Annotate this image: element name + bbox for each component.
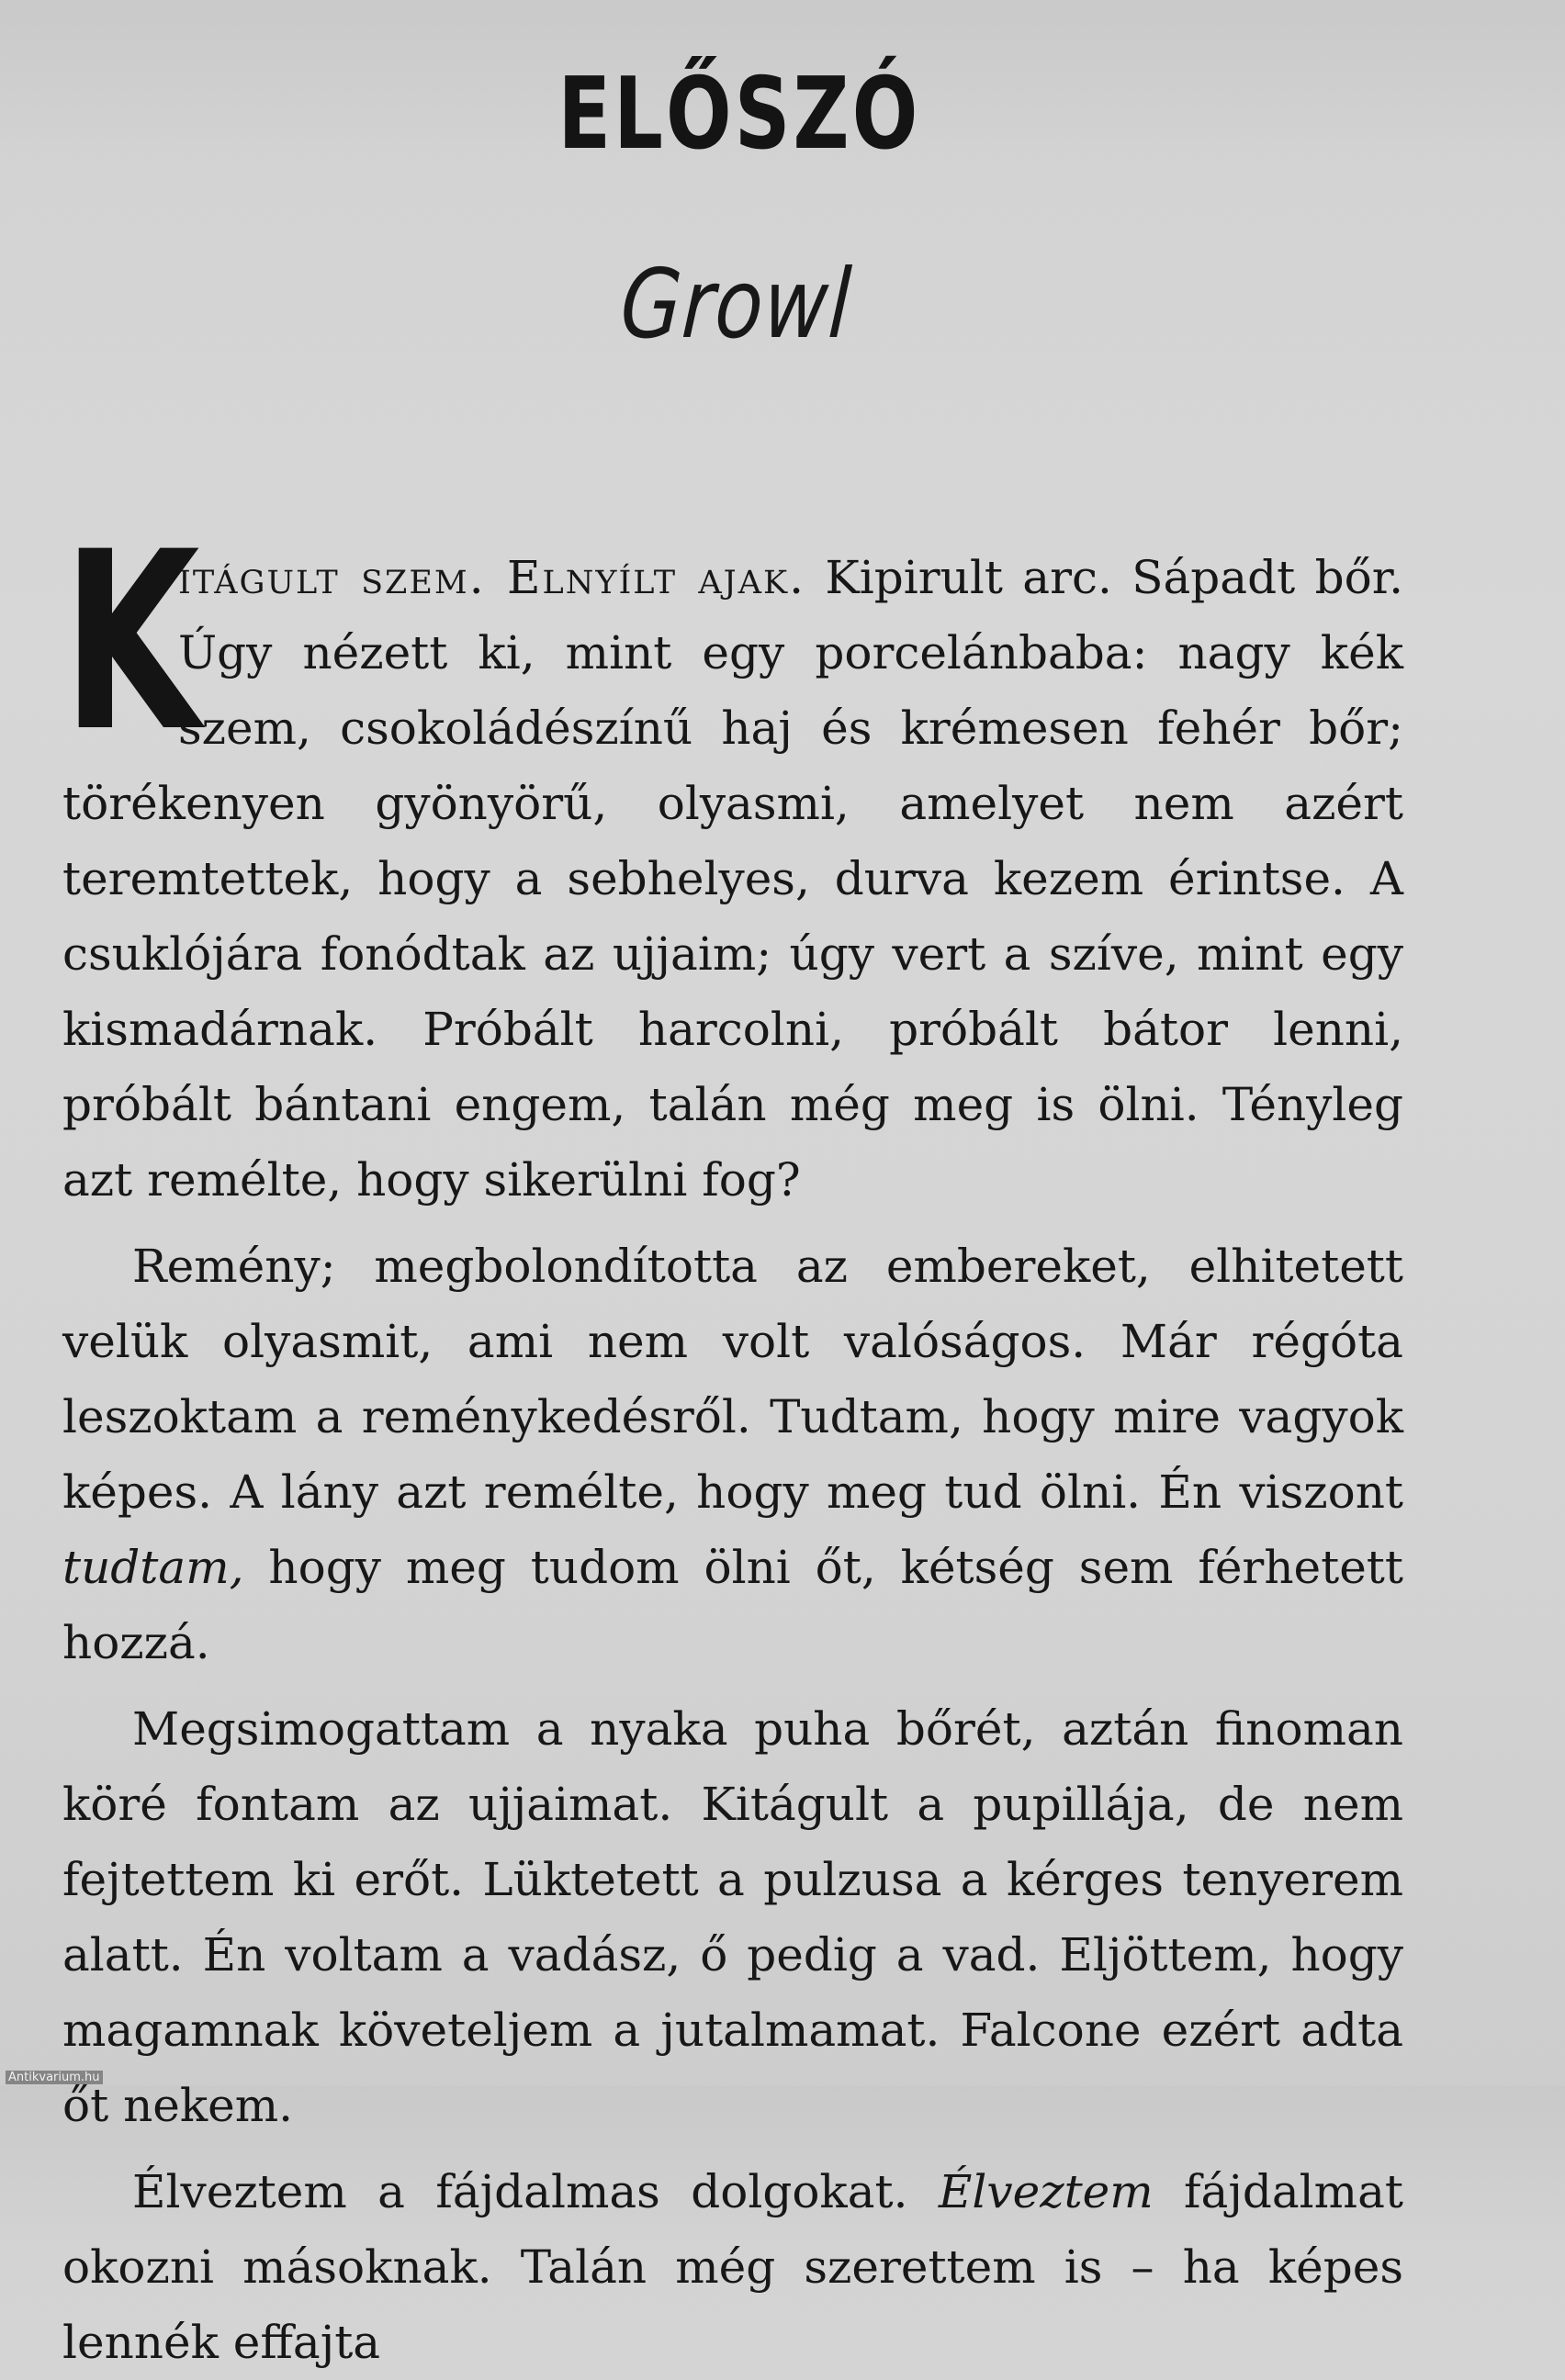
paragraph-4-text-b: fájdalmat okozni másoknak. Talán még szerettem is – ha képes lennék effajta [62,2165,1403,2369]
opening-smallcaps: itágult szem. Elnyílt ajak. [178,551,806,604]
paragraph-2-italic: tudtam, [62,1541,244,1594]
paragraph-2-text-b: hogy meg tudom ölni őt, kétség sem férhetett hozzá. [62,1541,1403,1669]
chapter-title: ELŐSZÓ [557,57,921,172]
paragraph-2 [62,1229,1403,1680]
paragraph-4-text-a: Élveztem a fájdalmas dolgokat. [132,2165,939,2218]
paragraph-3: Megsimogattam a nyaka puha bőrét, aztán finoman köré fontam az ujjaimat. Kitágult a pupillája, de nem fejtettem ki erőt. Lüktetett a pulzusa a kérges tenyerem alatt. Én voltam a vadász, ő pedig a vad. Eljöttem, hogy magamnak követeljem a jutalmamat. Falcone ezért adta őt nekem. [62,1702,1403,2132]
body-text [62,500,1403,2380]
paragraph-2-text-a: Remény; megbolondította az embereket, elhitetett velük olyasmit, ami nem volt valóságos. Már régóta leszoktam a reménykedésről. Tudtam, hogy mire vagyok képes. A lány azt remélte, hogy meg tud ölni. Én viszont [62,1240,1403,1519]
chapter-subtitle: Growl [617,248,855,360]
watermark: Antikvarium.hu [6,2071,103,2084]
drop-cap: K [62,500,200,786]
paragraph-4 [62,2154,1403,2380]
paragraph-1-text: Kipirult arc. Sápadt bőr. Úgy nézett ki, mint egy porcelánbaba: nagy kék szem, csokoládészínű haj és krémesen fehér bőr; törékenyen gyönyörű, olyasmi, amelyet nem azért teremtettek, hogy a sebhelyes, durva kezem érintse. A csuklójára fonódtak az ujjaim; úgy vert a szíve, mint egy kismadárnak. Próbált harcolni, próbált bátor lenni, próbált bántani engem, talán még meg is ölni. Tényleg azt remélte, hogy sikerülni fog? [62,551,1403,1207]
paragraph-1 [62,500,1403,1218]
paragraph-4-italic: Élveztem [938,2165,1154,2218]
